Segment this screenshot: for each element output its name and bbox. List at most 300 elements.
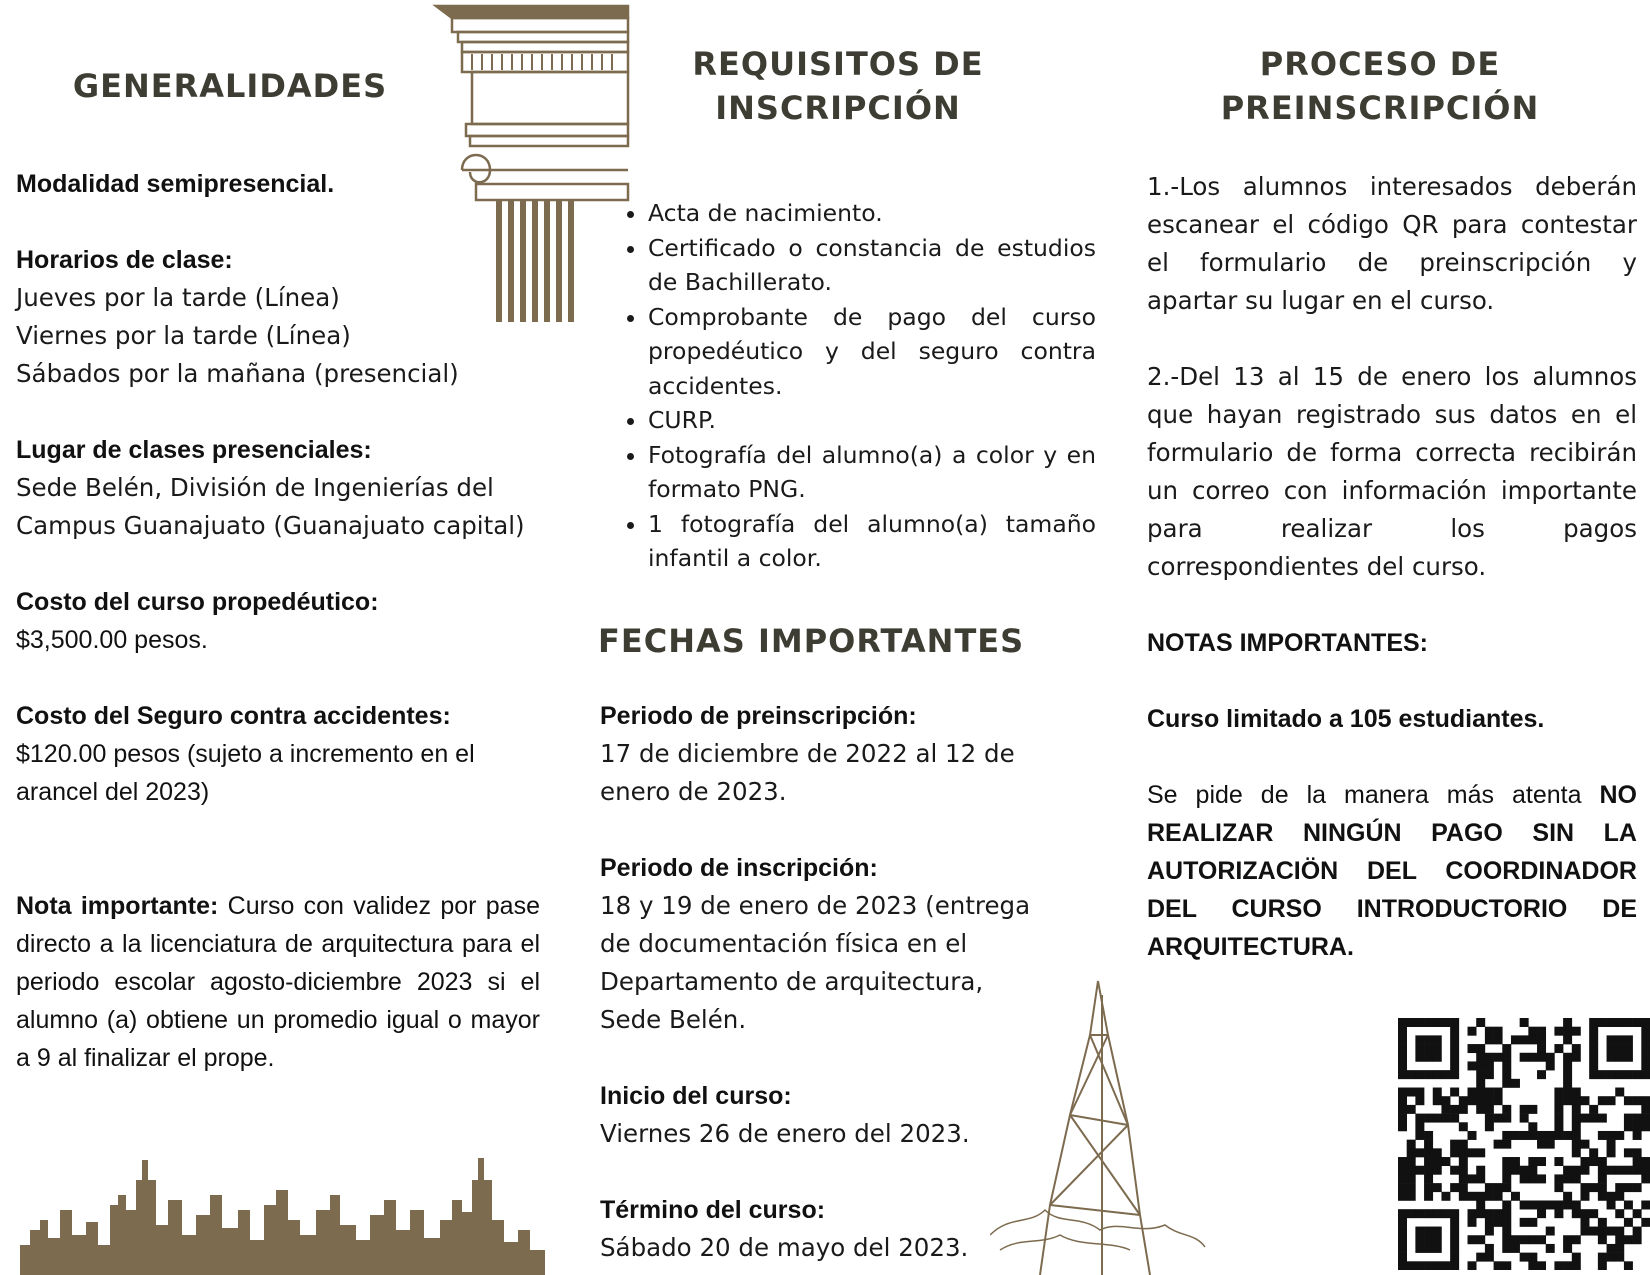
qr-module xyxy=(1433,1018,1442,1027)
qr-module xyxy=(1476,1148,1485,1157)
qr-module xyxy=(1398,1174,1407,1183)
qr-module xyxy=(1468,1174,1477,1183)
qr-module xyxy=(1589,1061,1598,1070)
qr-module xyxy=(1468,1261,1477,1270)
qr-module xyxy=(1502,1105,1511,1114)
qr-module xyxy=(1572,1261,1581,1270)
qr-module xyxy=(1424,1070,1433,1079)
qr-module xyxy=(1572,1200,1581,1209)
qr-module xyxy=(1563,1018,1572,1027)
qr-module xyxy=(1528,1261,1537,1270)
qr-module xyxy=(1633,1227,1642,1236)
requisitos-list-container xyxy=(606,196,1096,576)
qr-module xyxy=(1572,1088,1581,1097)
qr-module xyxy=(1537,1035,1546,1044)
qr-module xyxy=(1511,1166,1520,1175)
qr-module xyxy=(1615,1131,1624,1140)
preinscripcion-label: Periodo de preinscripción: xyxy=(600,702,917,730)
qr-module xyxy=(1563,1061,1572,1070)
qr-module xyxy=(1450,1035,1459,1044)
qr-module xyxy=(1572,1131,1581,1140)
qr-module xyxy=(1520,1174,1529,1183)
qr-module xyxy=(1572,1105,1581,1114)
qr-module xyxy=(1441,1261,1450,1270)
qr-module xyxy=(1502,1244,1511,1253)
qr-module xyxy=(1476,1174,1485,1183)
qr-module xyxy=(1528,1235,1537,1244)
qr-module xyxy=(1398,1027,1407,1036)
qr-module xyxy=(1615,1227,1624,1236)
qr-module xyxy=(1485,1035,1494,1044)
qr-module xyxy=(1528,1157,1537,1166)
qr-module xyxy=(1572,1209,1581,1218)
qr-module xyxy=(1398,1218,1407,1227)
qr-module xyxy=(1624,1122,1633,1131)
qr-module xyxy=(1563,1261,1572,1270)
qr-module xyxy=(1450,1061,1459,1070)
qr-module xyxy=(1520,1253,1529,1262)
qr-module xyxy=(1468,1027,1477,1036)
qr-module xyxy=(1633,1148,1642,1157)
qr-module xyxy=(1563,1235,1572,1244)
qr-module xyxy=(1580,1183,1589,1192)
qr-module xyxy=(1407,1148,1416,1157)
qr-module xyxy=(1424,1114,1433,1123)
qr-module xyxy=(1607,1044,1616,1053)
qr-module xyxy=(1537,1027,1546,1036)
qr-module xyxy=(1398,1157,1407,1166)
qr-module xyxy=(1537,1053,1546,1062)
inscripcion-label: Periodo de inscripción: xyxy=(600,854,878,882)
qr-module xyxy=(1598,1166,1607,1175)
qr-module xyxy=(1415,1053,1424,1062)
qr-module xyxy=(1502,1070,1511,1079)
qr-module xyxy=(1546,1140,1555,1149)
qr-module xyxy=(1598,1114,1607,1123)
qr-module xyxy=(1433,1044,1442,1053)
qr-module xyxy=(1598,1070,1607,1079)
qr-module xyxy=(1580,1209,1589,1218)
termino-label: Término del curso: xyxy=(600,1196,826,1224)
qr-module xyxy=(1485,1070,1494,1079)
notas-importantes-label: NOTAS IMPORTANTES: xyxy=(1147,629,1429,657)
qr-module xyxy=(1607,1140,1616,1149)
qr-module xyxy=(1494,1261,1503,1270)
qr-module xyxy=(1485,1027,1494,1036)
qr-module xyxy=(1563,1035,1572,1044)
costo-label: Costo del curso propedéutico: xyxy=(16,588,379,616)
qr-module xyxy=(1450,1218,1459,1227)
qr-module xyxy=(1485,1114,1494,1123)
qr-module xyxy=(1433,1088,1442,1097)
horario-sabados: Sábados por la mañana (presencial) xyxy=(16,359,459,388)
qr-module xyxy=(1424,1166,1433,1175)
qr-module xyxy=(1537,1070,1546,1079)
qr-module xyxy=(1641,1035,1650,1044)
qr-module xyxy=(1502,1061,1511,1070)
qr-module xyxy=(1528,1122,1537,1131)
qr-module xyxy=(1641,1157,1650,1166)
qr-module xyxy=(1407,1166,1416,1175)
qr-module xyxy=(1398,1244,1407,1253)
qr-module xyxy=(1641,1061,1650,1070)
qr-module xyxy=(1589,1018,1598,1027)
qr-module xyxy=(1537,1044,1546,1053)
qr-code[interactable] xyxy=(1398,1018,1650,1270)
qr-module xyxy=(1615,1244,1624,1253)
qr-module xyxy=(1528,1166,1537,1175)
qr-module xyxy=(1572,1235,1581,1244)
qr-module xyxy=(1641,1218,1650,1227)
qr-module xyxy=(1598,1131,1607,1140)
qr-module xyxy=(1502,1209,1511,1218)
qr-module xyxy=(1598,1235,1607,1244)
qr-module xyxy=(1537,1209,1546,1218)
qr-module xyxy=(1415,1088,1424,1097)
qr-module xyxy=(1554,1174,1563,1183)
qr-module xyxy=(1441,1192,1450,1201)
qr-module xyxy=(1572,1122,1581,1131)
qr-module xyxy=(1450,1105,1459,1114)
qr-module xyxy=(1572,1174,1581,1183)
qr-module xyxy=(1407,1140,1416,1149)
qr-module xyxy=(1563,1131,1572,1140)
qr-module xyxy=(1450,1261,1459,1270)
qr-module xyxy=(1624,1096,1633,1105)
qr-module xyxy=(1450,1088,1459,1097)
qr-module xyxy=(1398,1088,1407,1097)
qr-module xyxy=(1572,1096,1581,1105)
qr-module xyxy=(1424,1148,1433,1157)
qr-module xyxy=(1633,1166,1642,1175)
qr-module xyxy=(1476,1070,1485,1079)
qr-module xyxy=(1641,1166,1650,1175)
qr-module xyxy=(1450,1018,1459,1027)
horarios-label: Horarios de clase: xyxy=(16,246,233,274)
qr-module xyxy=(1607,1200,1616,1209)
qr-module xyxy=(1433,1244,1442,1253)
qr-module xyxy=(1433,1261,1442,1270)
qr-module xyxy=(1589,1044,1598,1053)
nota-importante xyxy=(16,887,540,1077)
qr-module xyxy=(1398,1070,1407,1079)
qr-module xyxy=(1424,1035,1433,1044)
qr-module xyxy=(1407,1070,1416,1079)
qr-module xyxy=(1459,1148,1468,1157)
modalidad-text: Modalidad semipresencial. xyxy=(16,170,335,198)
qr-module xyxy=(1537,1157,1546,1166)
qr-module xyxy=(1415,1131,1424,1140)
qr-module xyxy=(1633,1096,1642,1105)
qr-module xyxy=(1641,1105,1650,1114)
qr-module xyxy=(1398,1018,1407,1027)
qr-module xyxy=(1476,1192,1485,1201)
qr-module xyxy=(1494,1053,1503,1062)
qr-module xyxy=(1433,1157,1442,1166)
qr-module xyxy=(1407,1018,1416,1027)
qr-module xyxy=(1528,1253,1537,1262)
qr-module xyxy=(1598,1174,1607,1183)
qr-module xyxy=(1589,1114,1598,1123)
qr-module xyxy=(1441,1105,1450,1114)
qr-module xyxy=(1424,1183,1433,1192)
requisitos-heading xyxy=(628,42,1048,130)
qr-module xyxy=(1476,1053,1485,1062)
requisito-item: • Fotografía del alumno(a) a color y en formato PNG. xyxy=(648,438,1096,507)
qr-module xyxy=(1580,1218,1589,1227)
qr-module xyxy=(1641,1053,1650,1062)
qr-module xyxy=(1554,1027,1563,1036)
qr-module xyxy=(1441,1096,1450,1105)
qr-module xyxy=(1554,1105,1563,1114)
qr-module xyxy=(1563,1166,1572,1175)
qr-module xyxy=(1589,1209,1598,1218)
qr-module xyxy=(1485,1053,1494,1062)
qr-module xyxy=(1424,1244,1433,1253)
qr-module xyxy=(1398,1209,1407,1218)
qr-module xyxy=(1398,1035,1407,1044)
requisitos-list xyxy=(606,196,1096,576)
qr-module xyxy=(1554,1209,1563,1218)
qr-module xyxy=(1502,1140,1511,1149)
qr-module xyxy=(1615,1235,1624,1244)
qr-module xyxy=(1476,1018,1485,1027)
qr-module xyxy=(1615,1209,1624,1218)
qr-module xyxy=(1433,1227,1442,1236)
qr-module xyxy=(1607,1244,1616,1253)
qr-module xyxy=(1520,1200,1529,1209)
qr-module xyxy=(1485,1122,1494,1131)
qr-module xyxy=(1407,1183,1416,1192)
qr-module xyxy=(1598,1261,1607,1270)
inscripcion-text: 18 y 19 de enero de 2023 (entrega de documentación física en el Departamento de arquitectura, Sede Belén. xyxy=(600,891,1031,1034)
qr-module xyxy=(1641,1122,1650,1131)
qr-module xyxy=(1563,1070,1572,1079)
proceso-heading xyxy=(1130,42,1630,130)
qr-module xyxy=(1398,1235,1407,1244)
qr-module xyxy=(1424,1131,1433,1140)
qr-module xyxy=(1398,1261,1407,1270)
qr-module xyxy=(1563,1088,1572,1097)
qr-module xyxy=(1415,1261,1424,1270)
qr-module xyxy=(1468,1148,1477,1157)
qr-module xyxy=(1589,1070,1598,1079)
qr-module xyxy=(1624,1235,1633,1244)
qr-module xyxy=(1572,1053,1581,1062)
qr-module xyxy=(1502,1157,1511,1166)
qr-module xyxy=(1450,1148,1459,1157)
qr-module xyxy=(1450,1235,1459,1244)
qr-module xyxy=(1511,1035,1520,1044)
qr-module xyxy=(1424,1209,1433,1218)
qr-module xyxy=(1485,1192,1494,1201)
qr-module xyxy=(1398,1096,1407,1105)
qr-module xyxy=(1641,1044,1650,1053)
qr-module xyxy=(1537,1140,1546,1149)
skyline-illustration xyxy=(0,1150,560,1275)
qr-module xyxy=(1563,1027,1572,1036)
qr-module xyxy=(1441,1114,1450,1123)
qr-module xyxy=(1580,1114,1589,1123)
qr-module xyxy=(1424,1235,1433,1244)
qr-module xyxy=(1468,1192,1477,1201)
qr-module xyxy=(1511,1131,1520,1140)
qr-module xyxy=(1494,1209,1503,1218)
qr-module xyxy=(1433,1148,1442,1157)
aviso-bold: NO REALIZAR NINGÚN PAGO SIN LA AUTORIZACIÖN DEL COORDINADOR DEL CURSO INTRODUCTORIO DE ARQUITECTURA. xyxy=(1147,781,1637,961)
qr-module xyxy=(1607,1192,1616,1201)
qr-module xyxy=(1563,1200,1572,1209)
generalidades-column xyxy=(16,165,540,1077)
qr-module xyxy=(1433,1183,1442,1192)
qr-module xyxy=(1563,1053,1572,1062)
qr-module xyxy=(1424,1044,1433,1053)
qr-module xyxy=(1459,1166,1468,1175)
qr-module xyxy=(1589,1053,1598,1062)
qr-module xyxy=(1459,1096,1468,1105)
qr-module xyxy=(1607,1053,1616,1062)
qr-module xyxy=(1502,1261,1511,1270)
qr-module xyxy=(1398,1192,1407,1201)
qr-module xyxy=(1424,1192,1433,1201)
qr-module xyxy=(1485,1183,1494,1192)
qr-module xyxy=(1607,1070,1616,1079)
qr-module xyxy=(1615,1253,1624,1262)
inicio-label: Inicio del curso: xyxy=(600,1082,792,1110)
proceso-heading-line2: PREINSCRIPCIÓN xyxy=(1220,89,1540,127)
qr-module xyxy=(1554,1200,1563,1209)
qr-module xyxy=(1607,1035,1616,1044)
qr-module xyxy=(1415,1227,1424,1236)
qr-module xyxy=(1580,1140,1589,1149)
qr-module xyxy=(1407,1209,1416,1218)
qr-module xyxy=(1502,1200,1511,1209)
qr-module xyxy=(1502,1174,1511,1183)
qr-module xyxy=(1589,1105,1598,1114)
qr-module xyxy=(1607,1227,1616,1236)
requisitos-heading-line1: REQUISITOS DE xyxy=(692,45,984,83)
qr-module xyxy=(1554,1122,1563,1131)
lugar-label: Lugar de clases presenciales: xyxy=(16,436,372,464)
qr-module xyxy=(1633,1235,1642,1244)
qr-module xyxy=(1624,1044,1633,1053)
qr-module xyxy=(1494,1114,1503,1123)
qr-module xyxy=(1459,1122,1468,1131)
qr-module xyxy=(1607,1253,1616,1262)
qr-module xyxy=(1546,1131,1555,1140)
qr-module xyxy=(1398,1227,1407,1236)
qr-module xyxy=(1398,1053,1407,1062)
inicio-text: Viernes 26 de enero del 2023. xyxy=(600,1119,970,1148)
qr-module xyxy=(1589,1027,1598,1036)
qr-module xyxy=(1450,1183,1459,1192)
qr-module xyxy=(1459,1174,1468,1183)
qr-module xyxy=(1615,1018,1624,1027)
qr-module xyxy=(1624,1053,1633,1062)
aviso-intro: Se pide de la manera más atenta xyxy=(1147,781,1582,809)
qr-module xyxy=(1433,1235,1442,1244)
qr-module xyxy=(1468,1131,1477,1140)
qr-module xyxy=(1502,1053,1511,1062)
qr-module xyxy=(1554,1183,1563,1192)
qr-module xyxy=(1624,1261,1633,1270)
qr-module xyxy=(1485,1244,1494,1253)
qr-module xyxy=(1615,1183,1624,1192)
qr-module xyxy=(1572,1044,1581,1053)
limite-text: Curso limitado a 105 estudiantes. xyxy=(1147,705,1545,733)
qr-module xyxy=(1572,1253,1581,1262)
qr-module xyxy=(1459,1157,1468,1166)
fechas-column xyxy=(600,697,1060,1267)
qr-module xyxy=(1607,1166,1616,1175)
qr-module xyxy=(1554,1114,1563,1123)
qr-module xyxy=(1572,1166,1581,1175)
qr-module xyxy=(1563,1174,1572,1183)
qr-module xyxy=(1528,1035,1537,1044)
qr-module xyxy=(1598,1192,1607,1201)
qr-module xyxy=(1398,1114,1407,1123)
qr-module xyxy=(1633,1209,1642,1218)
qr-module xyxy=(1502,1218,1511,1227)
qr-module xyxy=(1424,1157,1433,1166)
qr-module xyxy=(1441,1018,1450,1027)
qr-module xyxy=(1441,1070,1450,1079)
qr-module xyxy=(1494,1027,1503,1036)
fechas-heading: FECHAS IMPORTANTES xyxy=(598,622,1025,660)
requisito-item: • Certificado o constancia de estudios de Bachillerato. xyxy=(648,231,1096,300)
qr-module xyxy=(1476,1105,1485,1114)
qr-module xyxy=(1407,1192,1416,1201)
qr-module xyxy=(1450,1166,1459,1175)
qr-module xyxy=(1485,1088,1494,1097)
qr-module xyxy=(1633,1131,1642,1140)
qr-module xyxy=(1633,1157,1642,1166)
qr-module xyxy=(1624,1035,1633,1044)
qr-module xyxy=(1537,1174,1546,1183)
qr-module xyxy=(1546,1053,1555,1062)
qr-module xyxy=(1415,1166,1424,1175)
requisito-item: • Acta de nacimiento. xyxy=(648,196,1096,231)
qr-module xyxy=(1572,1140,1581,1149)
lugar-text: Sede Belén, División de Ingenierías del Campus Guanajuato (Guanajuato capital) xyxy=(16,473,525,540)
qr-module xyxy=(1641,1096,1650,1105)
qr-module xyxy=(1468,1061,1477,1070)
aviso-text xyxy=(1147,776,1637,966)
qr-module xyxy=(1476,1235,1485,1244)
qr-module xyxy=(1528,1200,1537,1209)
qr-module xyxy=(1598,1157,1607,1166)
qr-module xyxy=(1520,1235,1529,1244)
qr-module xyxy=(1624,1114,1633,1123)
qr-module xyxy=(1494,1140,1503,1149)
qr-module xyxy=(1433,1166,1442,1175)
qr-module xyxy=(1511,1192,1520,1201)
qr-module xyxy=(1563,1192,1572,1201)
qr-module xyxy=(1589,1148,1598,1157)
generalidades-heading: GENERALIDADES xyxy=(72,67,388,105)
qr-module xyxy=(1459,1140,1468,1149)
qr-module xyxy=(1502,1131,1511,1140)
qr-module xyxy=(1520,1218,1529,1227)
qr-module xyxy=(1415,1035,1424,1044)
qr-module xyxy=(1546,1227,1555,1236)
qr-module xyxy=(1615,1044,1624,1053)
qr-module xyxy=(1502,1235,1511,1244)
qr-module xyxy=(1502,1114,1511,1123)
qr-module xyxy=(1624,1200,1633,1209)
qr-module xyxy=(1554,1157,1563,1166)
qr-module xyxy=(1554,1131,1563,1140)
